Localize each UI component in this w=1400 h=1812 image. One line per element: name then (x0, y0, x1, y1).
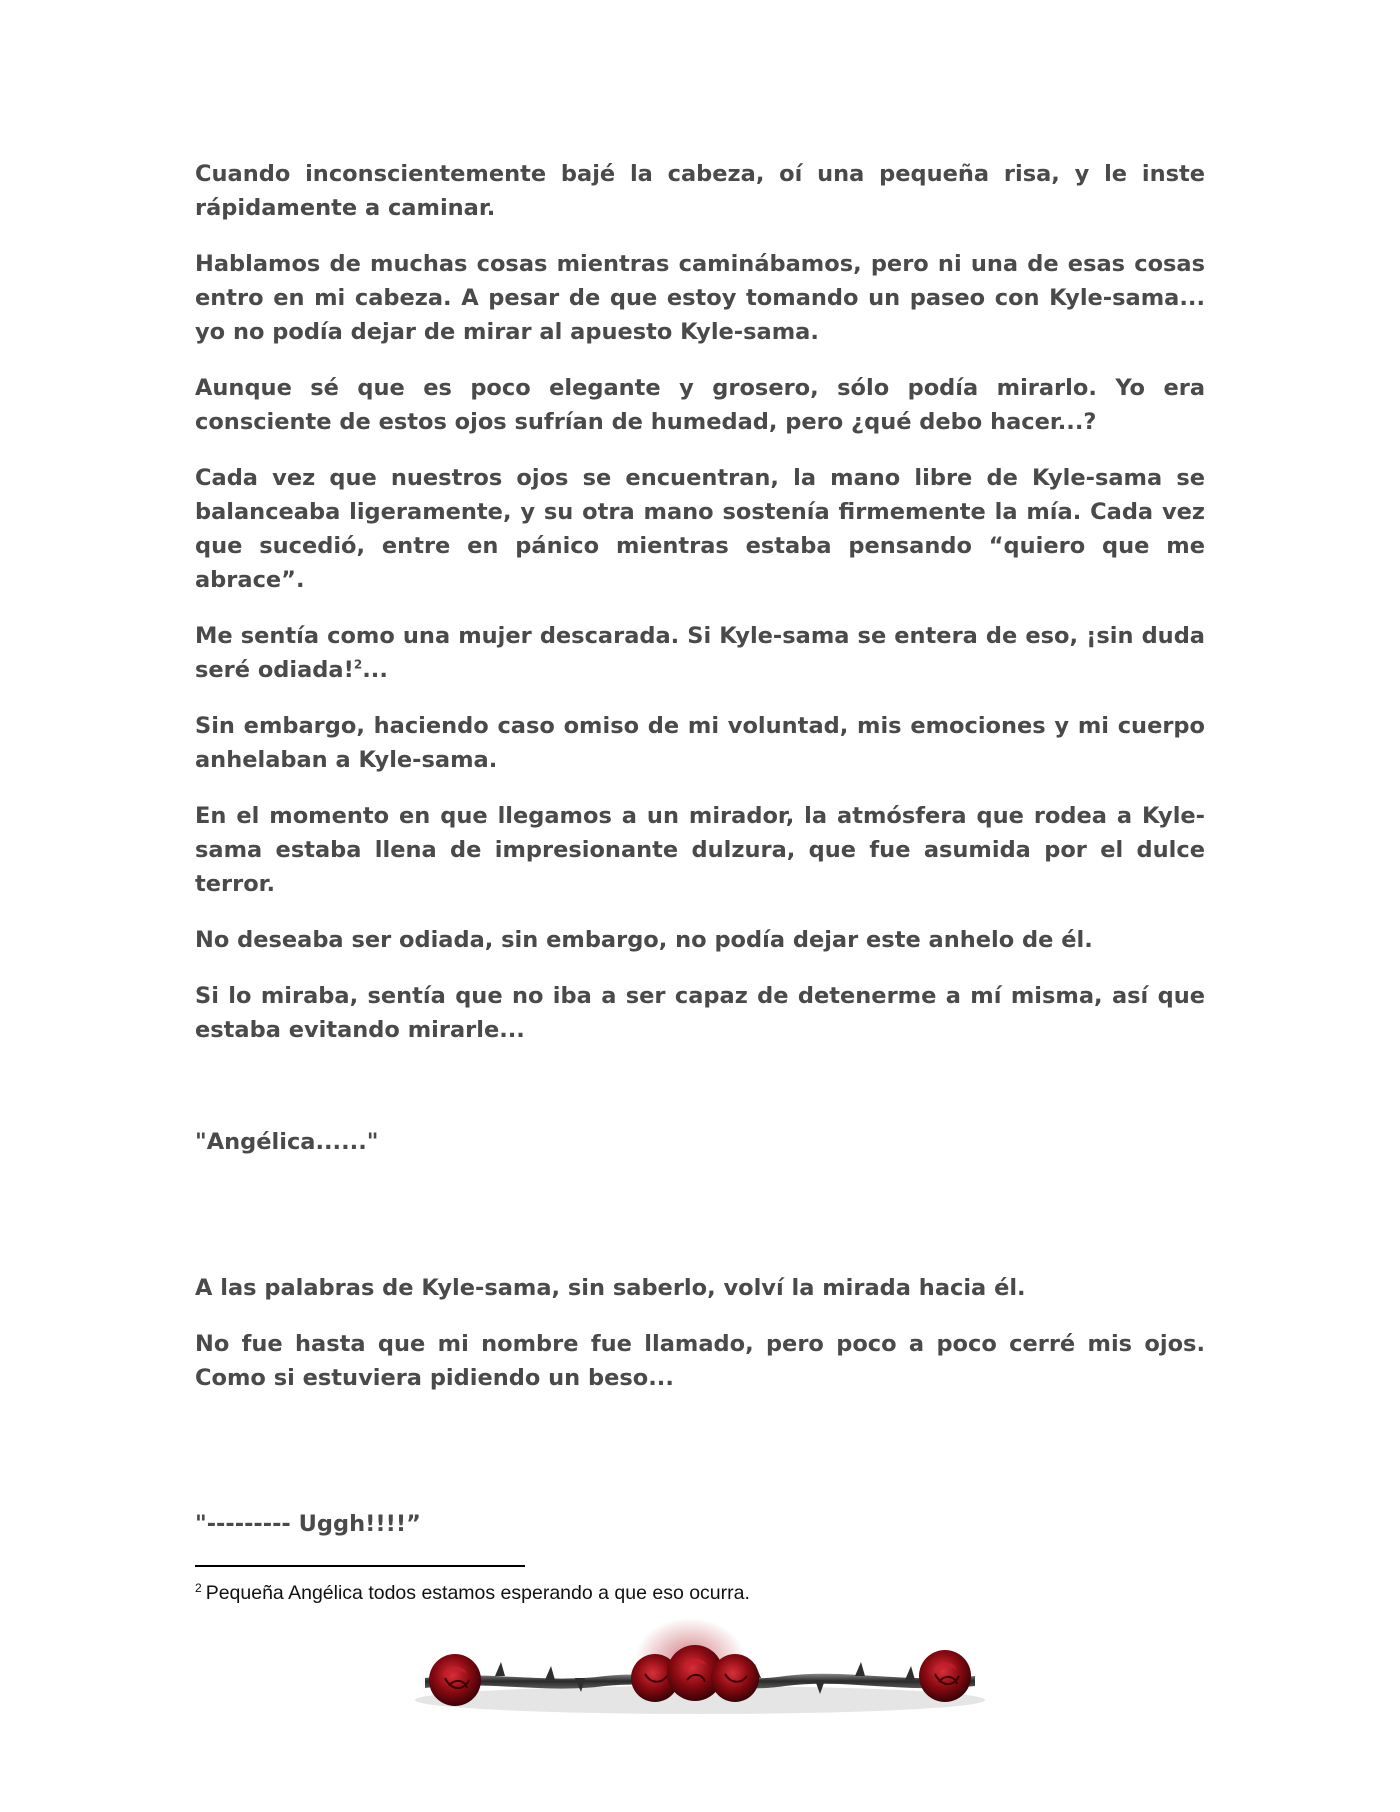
paragraph: Cada vez que nuestros ojos se encuentran, la mano libre de Kyle-sama se balanceaba ligeramente, y su otra mano sostenía firmemente la mía. Cada vez que sucedió, entre en pánico mientras estaba pensando “quiero que me abrace”. (195, 465, 1205, 593)
paragraph: Cuando inconscientemente bajé la cabeza, oí una pequeña risa, y le inste rápidamente a caminar. (195, 161, 1205, 221)
footnote (195, 1580, 1095, 1606)
paragraph-with-footnote (195, 619, 1205, 687)
footnote-reference[interactable]: 2 (353, 657, 363, 672)
paragraph: En el momento en que llegamos a un mirador, la atmósfera que rodea a Kyle-sama estaba llena de impresionante dulzura, que fue asumida por el dulce terror. (195, 803, 1205, 897)
spacer (195, 1069, 1205, 1125)
paragraph: A las palabras de Kyle-sama, sin saberlo, volví la mirada hacia él. (195, 1275, 1026, 1301)
body-text (195, 157, 1205, 1563)
spacer (195, 1417, 1205, 1507)
paragraph: Si lo miraba, sentía que no iba a ser capaz de detenerme a mí misma, así que estaba evitando mirarle... (195, 983, 1205, 1043)
paragraph-text: Me sentía como una mujer descarada. Si Kyle-sama se entera de eso, ¡sin duda seré odiada! (195, 623, 1205, 683)
dialogue-line: "Angélica......" (195, 1129, 379, 1155)
paragraph-trailing-ellipsis: ... (362, 657, 388, 683)
footnote-text: Pequeña Angélica todos estamos esperando a que eso ocurra. (205, 1582, 750, 1604)
dialogue-line: "--------- Uggh!!!!” (195, 1511, 421, 1537)
paragraph: Aunque sé que es poco elegante y grosero, sólo podía mirarlo. Yo era consciente de estos ojos sufrían de humedad, pero ¿qué debo hacer...? (195, 375, 1205, 435)
paragraph: Hablamos de muchas cosas mientras caminábamos, pero ni una de esas cosas entro en mi cabeza. A pesar de que estoy tomando un paseo con Kyle-sama... yo no podía dejar de mirar al apuesto Kyle-sama. (195, 251, 1205, 345)
footnote-number: 2 (195, 1580, 202, 1595)
paragraph: Sin embargo, haciendo caso omiso de mi voluntad, mis emociones y mi cuerpo anhelaban a Kyle-sama. (195, 713, 1205, 773)
paragraph: No deseaba ser odiada, sin embargo, no podía dejar este anhelo de él. (195, 927, 1093, 953)
spacer (195, 1181, 1205, 1271)
footnote-separator (195, 1565, 525, 1567)
rose-vine-ornament-icon (405, 1618, 995, 1728)
paragraph: No fue hasta que mi nombre fue llamado, pero poco a poco cerré mis ojos. Como si estuviera pidiendo un beso... (195, 1331, 1205, 1391)
